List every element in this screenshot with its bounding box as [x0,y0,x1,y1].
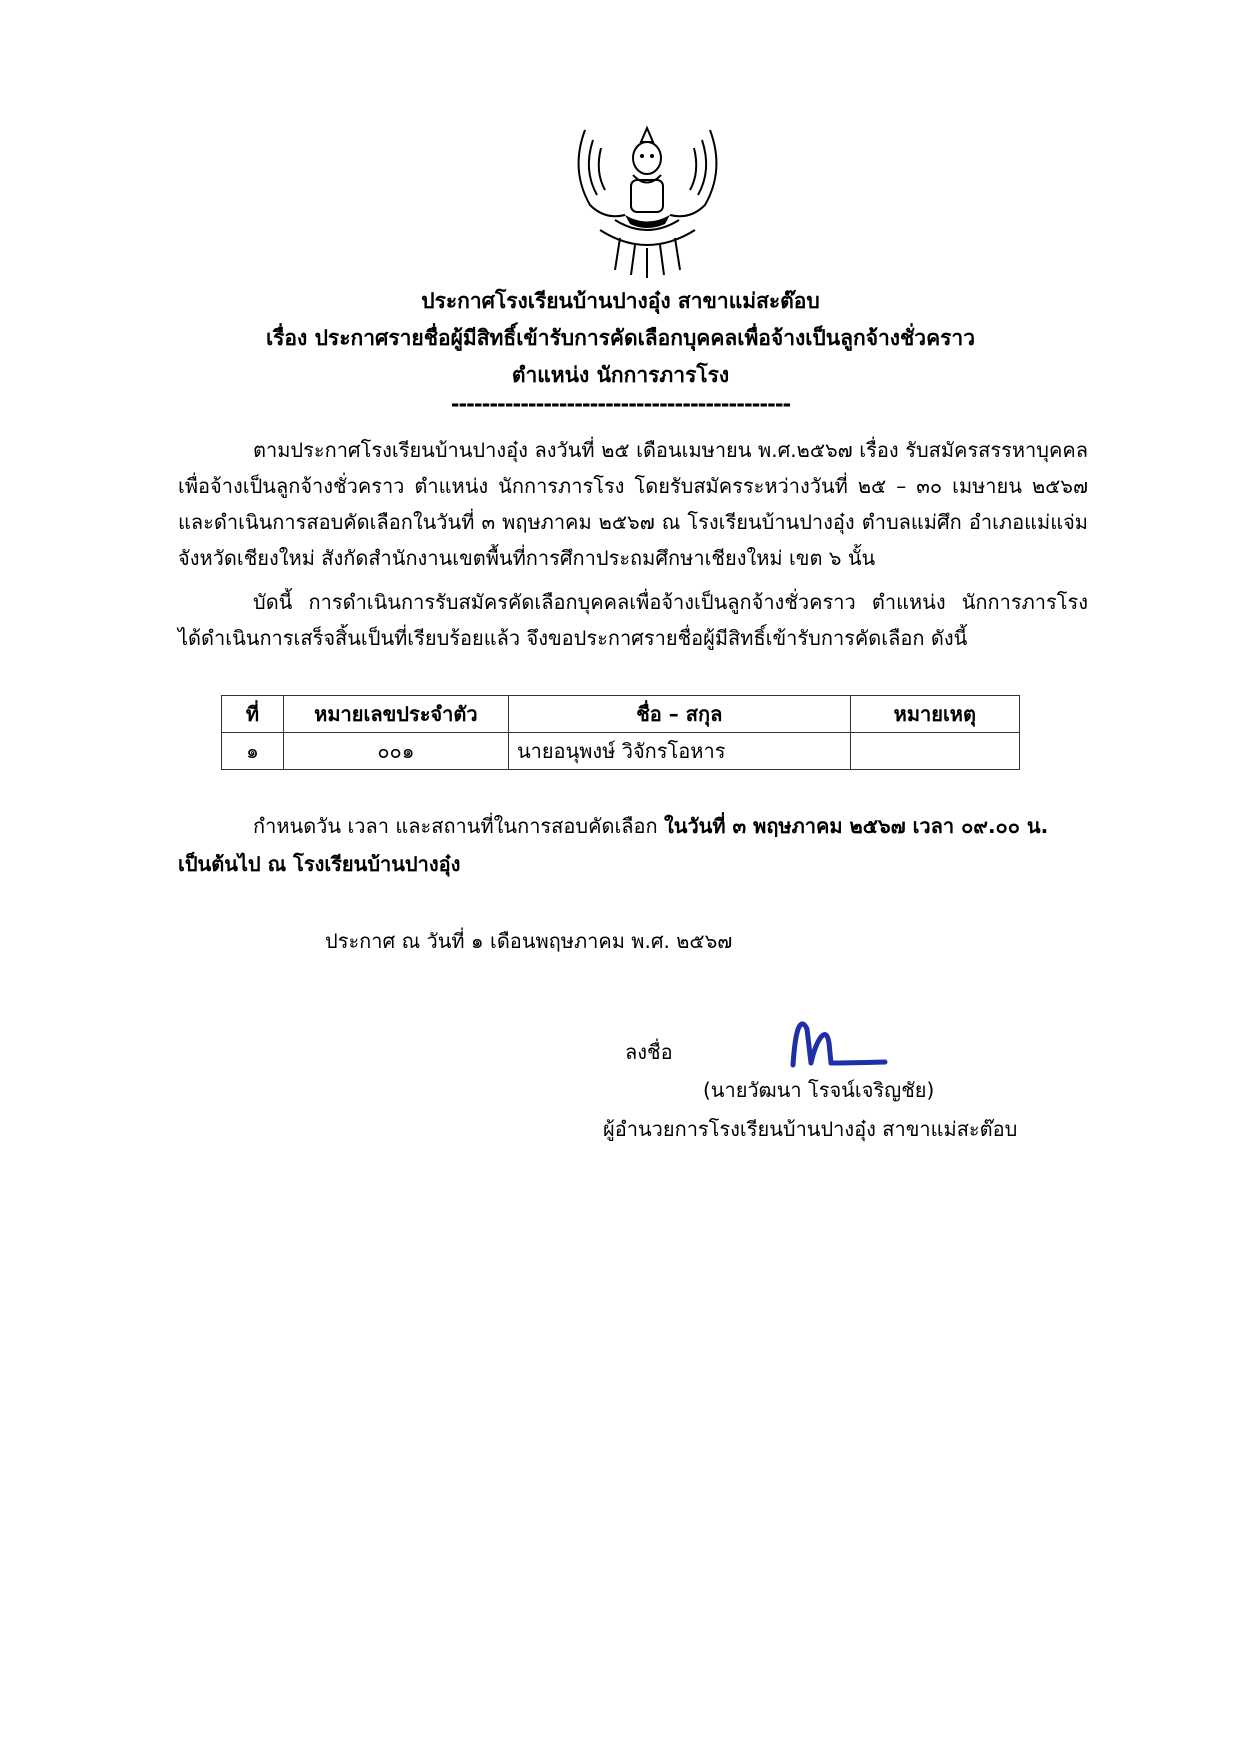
table-row [222,733,1020,770]
signer-name: (นายวัฒนา โรจน์เจริญชัย) [703,1078,935,1102]
announce-date: ประกาศ ณ วันที่ ๑ เดือนพฤษภาคม พ.ศ. ๒๕๖๗ [325,929,733,953]
schedule-venue: เป็นต้นไป ณ โรงเรียนบ้านปางอุ๋ง [178,852,461,876]
schedule-paragraph [178,808,1088,844]
schedule-date: ในวันที่ ๓ พฤษภาคม ๒๕๖๗ เวลา ๐๙.๐๐ น. [664,814,1049,838]
cell-name: นายอนุพงษ์ วิจักรโอหาร [508,733,850,770]
header-name: ชื่อ – สกุล [508,696,850,733]
header-no: ที่ [222,696,284,733]
body-paragraph-1: ตามประกาศโรงเรียนบ้านปางอุ๋ง ลงวันที่ ๒๕ เดือนเมษายน พ.ศ.๒๕๖๗ เรื่อง รับสมัครสรรหาบุคคลเพื่อจ้างเป็นลูกจ้างชั่วคราว ตำแหน่ง นักการภารโรง โดยรับสมัครระหว่างวันที่ ๒๕ – ๓๐ เมษายน ๒๕๖๗ และดำเนินการสอบคัดเลือกในวันที่ ๓ พฤษภาคม ๒๕๖๗ ณ โรงเรียนบ้านปางอุ๋ง ตำบลแม่ศึก อำเภอแม่แจ่ม จังหวัดเชียงใหม่ สังกัดสำนักงานเขตพื้นที่การศึกาประถมศึกษาเชียงใหม่ เขต ๖ นั้น [178,438,1088,570]
header-divider: -------------------------------------------- [450,392,791,416]
cell-id: ๐๐๑ [283,733,508,770]
sign-label: ลงชื่อ [625,1040,673,1064]
body-paragraph-2: บัดนี้ การดำเนินการรับสมัครคัดเลือกบุคคลเพื่อจ้างเป็นลูกจ้างชั่วคราว ตำแหน่ง นักการภารโรง ได้ดำเนินการเสร็จสิ้นเป็นที่เรียบร้อยแล้ว จึงขอประกาศรายชื่อผู้มีสิทธิ์เข้ารับการคัดเลือก ดังนี้ [178,590,1088,650]
announcement-title: ประกาศโรงเรียนบ้านปางอุ๋ง สาขาแม่สะต๊อบ [421,289,820,313]
table-header-row [222,696,1020,733]
schedule-intro: กำหนดวัน เวลา และสถานที่ในการสอบคัดเลือก [253,814,665,838]
header-note: หมายเหตุ [850,696,1019,733]
announcement-subject: เรื่อง ประกาศรายชื่อผู้มีสิทธิ์เข้ารับการคัดเลือกบุคคลเพื่อจ้างเป็นลูกจ้างชั่วคราว [265,326,976,350]
signer-position: ผู้อำนวยการโรงเรียนบ้านปางอุ๋ง สาขาแม่สะต๊อบ [603,1117,1018,1141]
header-id: หมายเลขประจำตัว [283,696,508,733]
cell-note [850,733,1019,770]
announcement-position: ตำแหน่ง นักการภารโรง [511,363,730,387]
candidate-table [221,695,1020,770]
garuda-emblem-icon [565,120,730,280]
signature-mark [785,1015,895,1075]
cell-no: ๑ [222,733,284,770]
